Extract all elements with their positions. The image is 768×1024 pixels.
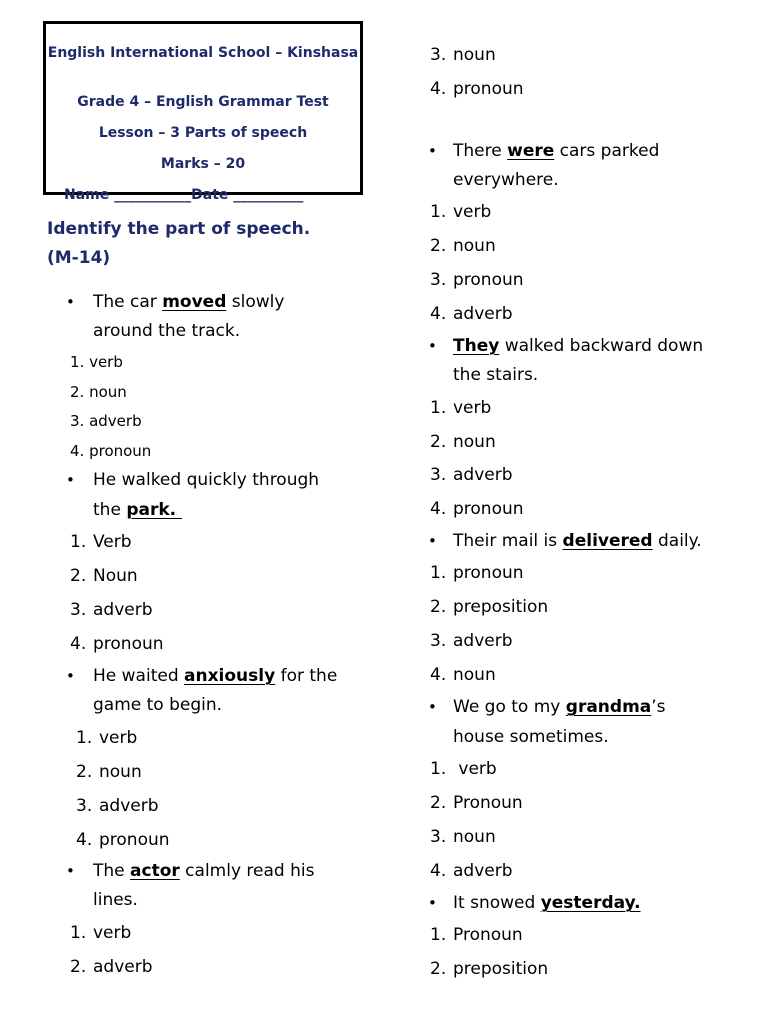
option-number: 3. <box>430 631 447 651</box>
option-number: 4. <box>76 830 93 850</box>
option: verb <box>453 202 492 222</box>
bullet-icon: • <box>428 532 437 550</box>
option: adverb <box>453 861 513 881</box>
option-number: 3. <box>430 827 447 847</box>
option: adverb <box>93 957 153 977</box>
question-6: They walked backward down <box>453 336 704 356</box>
key-word: were <box>507 141 555 161</box>
name-date-line: Name ___________Date __________ <box>64 187 304 203</box>
question-4: The actor calmly read his <box>93 861 315 881</box>
marks-label: Marks – 20 <box>160 156 246 172</box>
option-number: 1. <box>430 925 447 945</box>
option-number: 4. <box>430 499 447 519</box>
question-3-line-2: game to begin. <box>93 695 223 715</box>
option: Noun <box>93 566 138 586</box>
option: pronoun <box>453 270 524 290</box>
key-word: grandma <box>565 697 652 717</box>
option-number: 1. <box>70 923 87 943</box>
option: adverb <box>453 465 513 485</box>
option-number: 3. <box>430 465 447 485</box>
option: pronoun <box>453 499 524 519</box>
question-1: The car moved slowly <box>93 292 285 312</box>
question-2: He walked quickly through <box>93 470 320 490</box>
option-number: 2. <box>430 597 447 617</box>
option: adverb <box>93 600 153 620</box>
option: 3. adverb <box>70 412 142 430</box>
option-number: 4. <box>430 79 447 99</box>
school-name: English International School – Kinshasa <box>47 45 359 61</box>
question-8: We go to my grandma’s <box>453 697 666 717</box>
option: preposition <box>453 959 549 979</box>
question-8-line-2: house sometimes. <box>453 727 609 747</box>
option: noun <box>453 236 496 256</box>
bullet-icon: • <box>428 337 437 355</box>
question-1-line-2: around the track. <box>93 321 241 341</box>
question-2-line-2: the park. <box>93 500 183 520</box>
option: 4. pronoun <box>70 442 152 460</box>
bullet-icon: • <box>428 894 437 912</box>
option: pronoun <box>453 563 524 583</box>
option-number: 4. <box>430 304 447 324</box>
option-number: 3. <box>430 270 447 290</box>
question-7: Their mail is delivered daily. <box>453 531 702 551</box>
option: Pronoun <box>453 925 523 945</box>
key-word: anxiously <box>184 666 276 686</box>
option: preposition <box>453 597 549 617</box>
question-3: He waited anxiously for the <box>93 666 338 686</box>
key-word: actor <box>130 861 180 881</box>
option-number: 2. <box>430 793 447 813</box>
instructions-line-1: Identify the part of speech. <box>47 219 311 239</box>
option: noun <box>99 762 142 782</box>
option-number: 4. <box>70 634 87 654</box>
option: verb <box>453 759 497 779</box>
question-9: It snowed yesterday. <box>453 893 641 913</box>
option: verb <box>93 923 132 943</box>
instructions-marks: (M-14) <box>47 248 111 268</box>
bullet-icon: • <box>66 293 75 311</box>
option: noun <box>453 665 496 685</box>
option: pronoun <box>93 634 164 654</box>
test-title: Grade 4 – English Grammar Test <box>77 94 329 110</box>
key-word: They <box>453 336 500 356</box>
option: Pronoun <box>453 793 523 813</box>
option: verb <box>453 398 492 418</box>
option-number: 2. <box>430 432 447 452</box>
option-number: 1. <box>430 563 447 583</box>
option: 1. verb <box>70 353 123 371</box>
option-number: 3. <box>430 45 447 65</box>
option: noun <box>453 827 496 847</box>
question-5-line-2: everywhere. <box>453 170 559 190</box>
option: pronoun <box>99 830 170 850</box>
option-number: 2. <box>430 959 447 979</box>
key-word: yesterday. <box>540 893 641 913</box>
option: noun <box>453 432 496 452</box>
key-word: moved <box>162 292 227 312</box>
option: adverb <box>453 304 513 324</box>
bullet-icon: • <box>66 667 75 685</box>
option-number: 1. <box>430 398 447 418</box>
bullet-icon: • <box>66 471 75 489</box>
question-4-line-2: lines. <box>93 890 138 910</box>
option-number: 4. <box>430 861 447 881</box>
option-number: 3. <box>70 600 87 620</box>
bullet-icon: • <box>66 862 75 880</box>
bullet-icon: • <box>428 142 437 160</box>
lesson-title: Lesson – 3 Parts of speech <box>98 125 308 141</box>
option: pronoun <box>453 79 524 99</box>
instructions <box>47 215 310 273</box>
bullet-icon: • <box>428 698 437 716</box>
key-word: park. <box>126 500 183 520</box>
question-5: There were cars parked <box>453 141 660 161</box>
option: adverb <box>453 631 513 651</box>
option-number: 1. <box>76 728 93 748</box>
option-number: 1. <box>70 532 87 552</box>
option-number: 2. <box>70 957 87 977</box>
key-word: delivered <box>562 531 653 551</box>
option: noun <box>453 45 496 65</box>
option-number: 2. <box>76 762 93 782</box>
option: 2. noun <box>70 383 127 401</box>
header-box <box>43 21 363 195</box>
option: Verb <box>93 532 132 552</box>
option: verb <box>99 728 138 748</box>
option-number: 1. <box>430 759 447 779</box>
option-number: 1. <box>430 202 447 222</box>
option-number: 2. <box>70 566 87 586</box>
option: adverb <box>99 796 159 816</box>
question-6-line-2: the stairs. <box>453 365 539 385</box>
option-number: 4. <box>430 665 447 685</box>
option-number: 2. <box>430 236 447 256</box>
option-number: 3. <box>76 796 93 816</box>
